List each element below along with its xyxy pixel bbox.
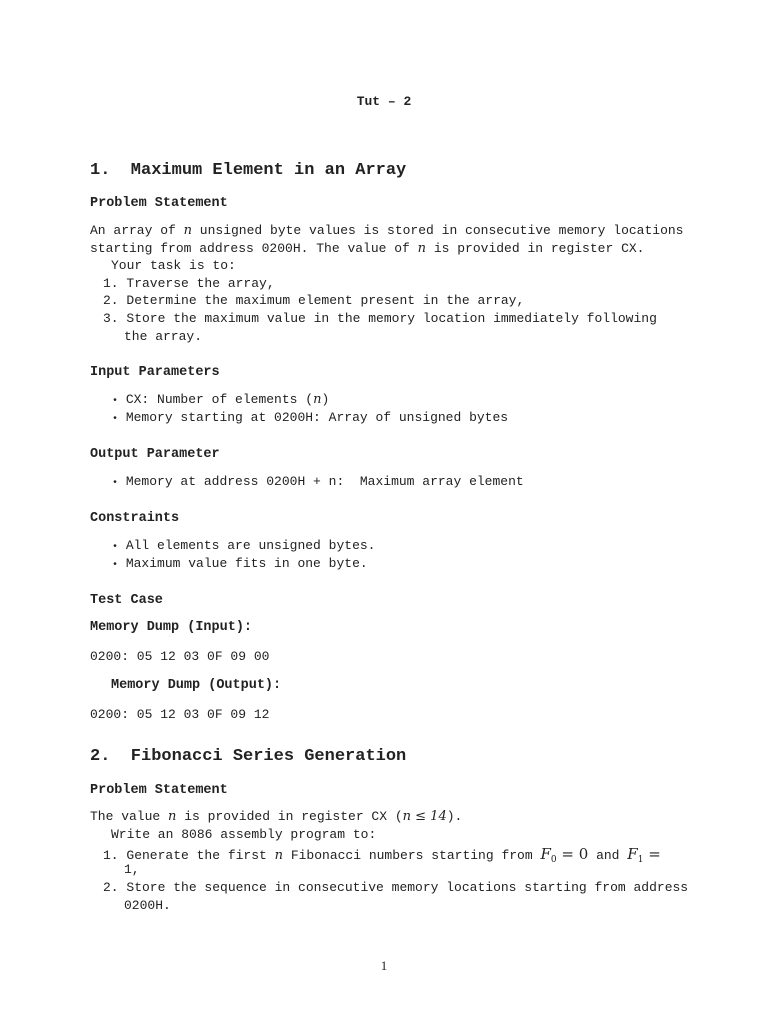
bullet-icon: • <box>112 396 119 407</box>
doc-title: Tut – 2 <box>356 94 412 109</box>
s2-problem-heading: Problem Statement <box>90 783 228 798</box>
s1-step-3-cont: the array. <box>124 329 203 344</box>
section-2-heading: 2. Fibonacci Series Generation <box>90 747 407 766</box>
section-1-heading: 1. Maximum Element in an Array <box>90 161 407 180</box>
s2-paragraph-line-1: The value n is provided in register CX (n ≤ 14). <box>90 809 463 824</box>
list-item: • All elements are unsigned bytes. <box>112 538 376 553</box>
bullet-icon: • <box>112 478 119 489</box>
s1-task-intro: Your task is to: <box>111 258 236 273</box>
s1-step-3: 3. Store the maximum value in the memory location immediately following <box>103 311 657 326</box>
list-item: • Maximum value fits in one byte. <box>112 556 368 571</box>
s1-paragraph-line-2: starting from address 0200H. The value of n is provided in register CX. <box>90 241 645 256</box>
s1-input-heading: Input Parameters <box>90 365 220 380</box>
bullet-icon: • <box>112 414 119 425</box>
list-item: • CX: Number of elements (n) <box>112 392 330 407</box>
s2-task-intro: Write an 8086 assembly program to: <box>111 827 377 842</box>
s1-dump-output-heading: Memory Dump (Output): <box>111 678 282 693</box>
list-item: • Memory starting at 0200H: Array of unsigned bytes <box>112 410 509 425</box>
s1-step-1: 1. Traverse the array, <box>103 276 275 291</box>
s1-problem-heading: Problem Statement <box>90 196 228 211</box>
s2-step-2: 2. Store the sequence in consecutive memory locations starting from address <box>103 880 689 895</box>
s1-test-heading: Test Case <box>90 593 163 608</box>
list-item: • Memory at address 0200H + n: Maximum array element <box>112 474 524 489</box>
s1-dump-input: 0200: 05 12 03 0F 09 00 <box>90 649 270 664</box>
bullet-icon: • <box>112 560 119 571</box>
s2-step-1: 1. Generate the first n Fibonacci numbers starting from $F_0 = 0$ and $F_1$ = <box>103 845 661 865</box>
s2-step-2-cont: 0200H. <box>124 898 171 913</box>
s1-dump-output: 0200: 05 12 03 0F 09 12 <box>90 707 270 722</box>
s1-output-heading: Output Parameter <box>90 447 220 462</box>
s1-dump-input-heading: Memory Dump (Input): <box>90 620 253 635</box>
bullet-icon: • <box>112 542 119 553</box>
page-number: 1 <box>380 958 388 973</box>
s1-step-2: 2. Determine the maximum element present in the array, <box>103 293 525 308</box>
s1-paragraph-line-1: An array of n unsigned byte values is stored in consecutive memory locations <box>90 223 684 238</box>
s2-step-1-cont: 1, <box>124 862 140 877</box>
s1-constraints-heading: Constraints <box>90 511 180 526</box>
